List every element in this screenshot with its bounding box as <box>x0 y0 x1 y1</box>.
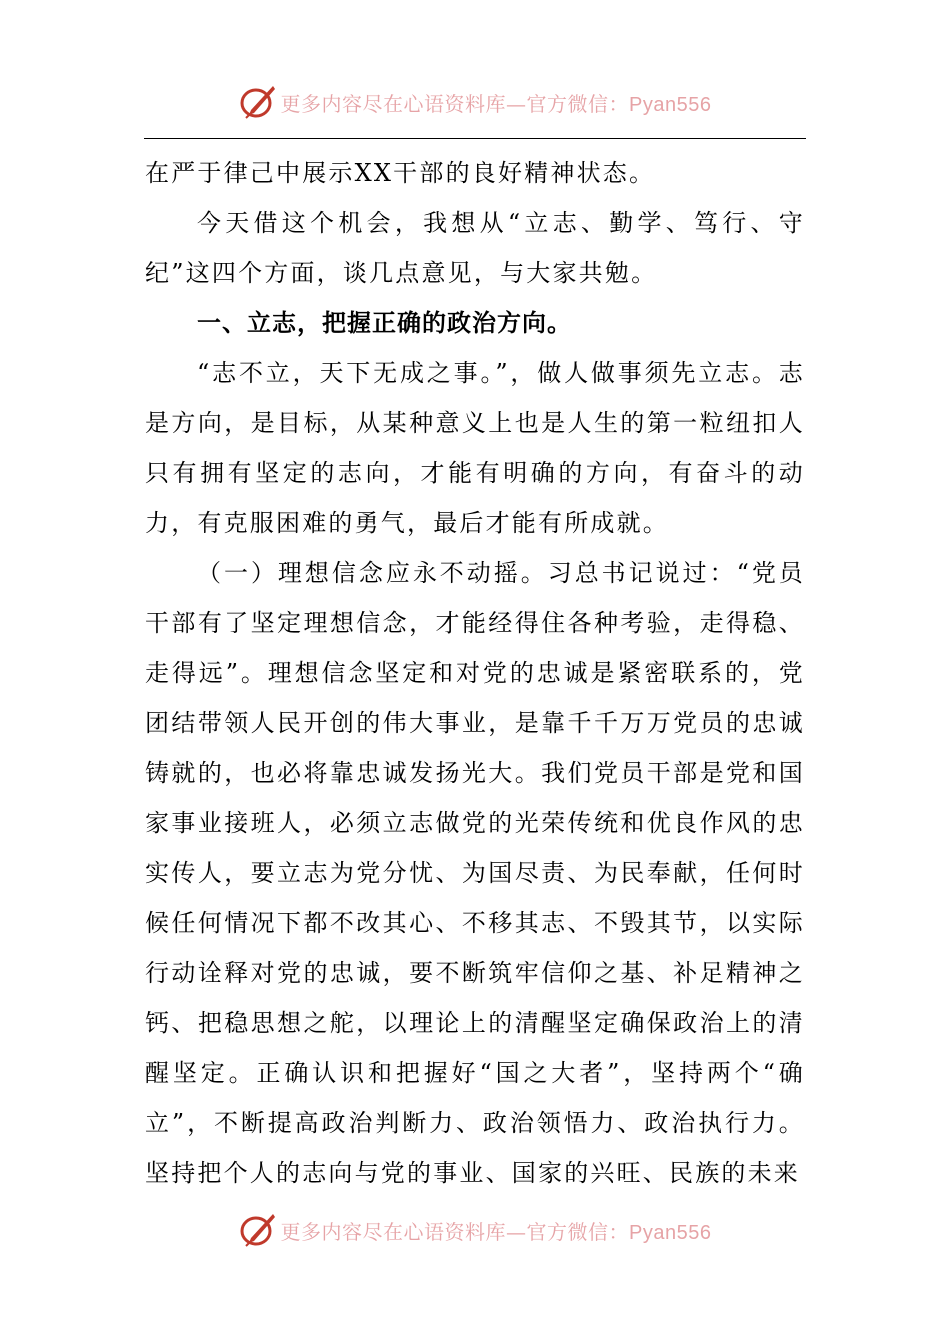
section-heading: 一、立志，把握正确的政治方向。 <box>197 309 572 337</box>
paragraph-intro: 今天借这个机会，我想从“立志、勤学、笃行、守纪”这四个方面，谈几点意见，与大家共勉。 <box>145 209 805 287</box>
header-rule <box>144 138 806 139</box>
quill-logo-icon <box>239 84 277 120</box>
paragraph-ideals: （一）理想信念应永不动摇。习总书记说过：“党员干部有了坚定理想信念，才能经得住各种考验，走得稳、走得远”。理想信念坚定和对党的忠诚是紧密联系的，党团结带领人民开创的伟大事业，是靠千千万万党员的忠诚铸就的，也必将靠忠诚发扬光大。我们党员干部是党和国家事业接班人，必须立志做党的光荣传统和优良作风的忠实传人，要立志为党分忧、为国尽责、为民奉献，任何时候任何情况下都不改其心、不移其志、不毁其节，以实际行动诠释对党的忠诚，要不断筑牢信仰之基、补足精神之钙、把稳思想之舵，以理论上的清醒坚定确保政治上的清醒坚定。正确认识和把握好“国之大者”，坚持两个“确立”，不断提高政治判断力、政治领悟力、政治执行力。坚持把个人的志向与党的事业、国家的兴旺、民族的未来 <box>145 559 805 1187</box>
banner-account: Pyan556 <box>629 93 712 116</box>
banner-text: 更多内容尽在心语资料库—官方微信：Pyan556 <box>280 91 712 116</box>
paragraph-aspiration: “志不立，天下无成之事。”，做人做事须先立志。志是方向，是目标，从某种意义上也是人生的第一粒纽扣人只有拥有坚定的志向，才能有明确的方向，有奋斗的动力，有克服困难的勇气，最后才能有所成就。 <box>145 359 805 537</box>
document-body <box>145 148 805 1198</box>
banner-text: 更多内容尽在心语资料库—官方微信：Pyan556 <box>280 1219 712 1244</box>
banner-account: Pyan556 <box>629 1221 712 1244</box>
header-banner <box>0 80 950 124</box>
paragraph-continuation: 在严于律己中展示XX干部的良好精神状态。 <box>145 159 656 187</box>
quill-logo-icon <box>239 1212 277 1248</box>
footer-banner <box>0 1208 950 1252</box>
